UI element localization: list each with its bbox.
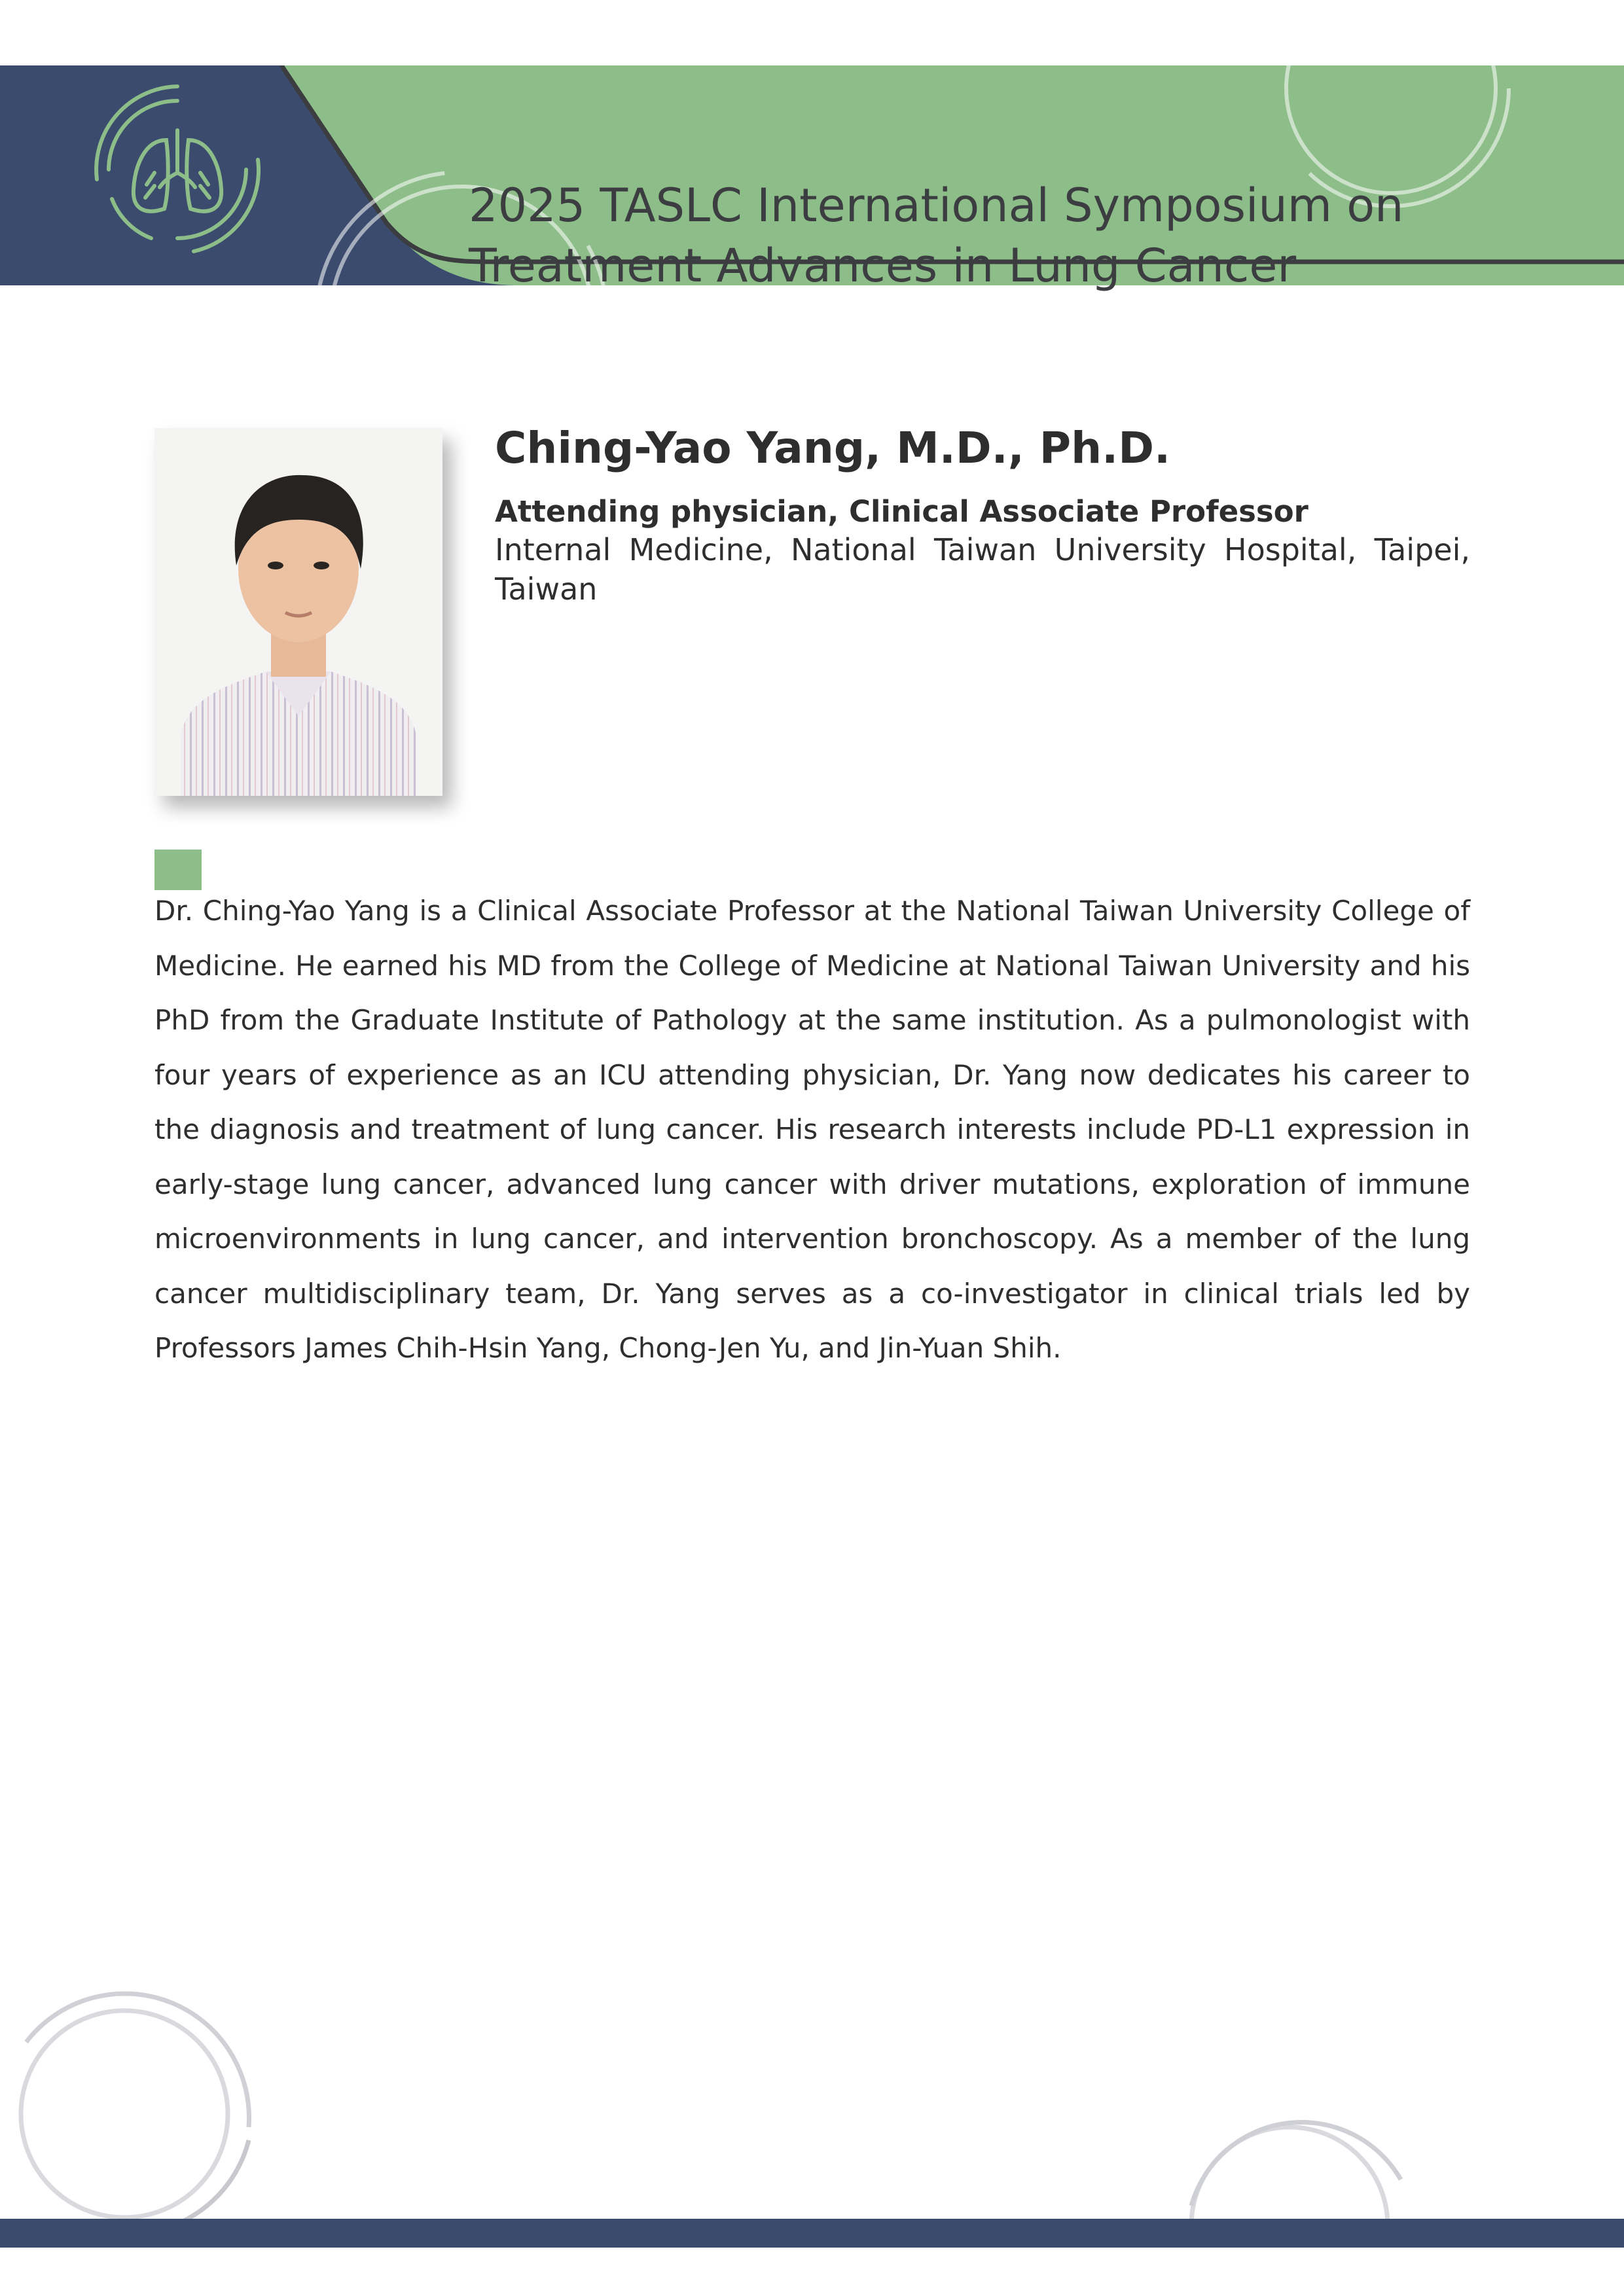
bottom-left-deco-circles (0, 1964, 301, 2238)
footer-bar (0, 2219, 1624, 2248)
speaker-biography: Dr. Ching-Yao Yang is a Clinical Associate Professor at the National Taiwan University College of Medicine. He earned his MD from the College of Medicine at National Taiwan University and his PhD from the Graduate Institute of Pathology at the same institution. As a pulmonologist with four years of experience as an ICU attending physician, Dr. Yang now dedicates his career to the diagnosis and treatment of lung cancer. His research interests include PD-L1 expression in early-stage lung cancer, advanced lung cancer with driver mutations, exploration of immune microenvironments in lung cancer, and intervention bronchoscopy. As a member of the lung cancer multidisciplinary team, Dr. Yang serves as a co-investigator in clinical trials led by Professors James Chih-Hsin Yang, Chong-Jen Yu, and Jin-Yuan Shih. (154, 895, 1470, 1364)
speaker-role: Attending physician, Clinical Associate Professor (495, 494, 1308, 529)
header-banner (0, 65, 1624, 293)
bottom-right-deco-circles (1165, 2094, 1440, 2219)
symposium-title (469, 175, 1490, 296)
speaker-portrait-illustration (154, 428, 442, 796)
symposium-title-line2: Treatment Advances in Lung Cancer (469, 239, 1297, 293)
speaker-name: Ching-Yao Yang, M.D., Ph.D. (495, 423, 1171, 473)
symposium-title-line1: 2025 TASLC International Symposium on (469, 179, 1404, 232)
speaker-affiliation: Internal Medicine, National Taiwan University Hospital, Taipei, Taiwan (495, 532, 1470, 607)
speaker-photo (154, 428, 442, 796)
lungs-icon (82, 75, 272, 264)
